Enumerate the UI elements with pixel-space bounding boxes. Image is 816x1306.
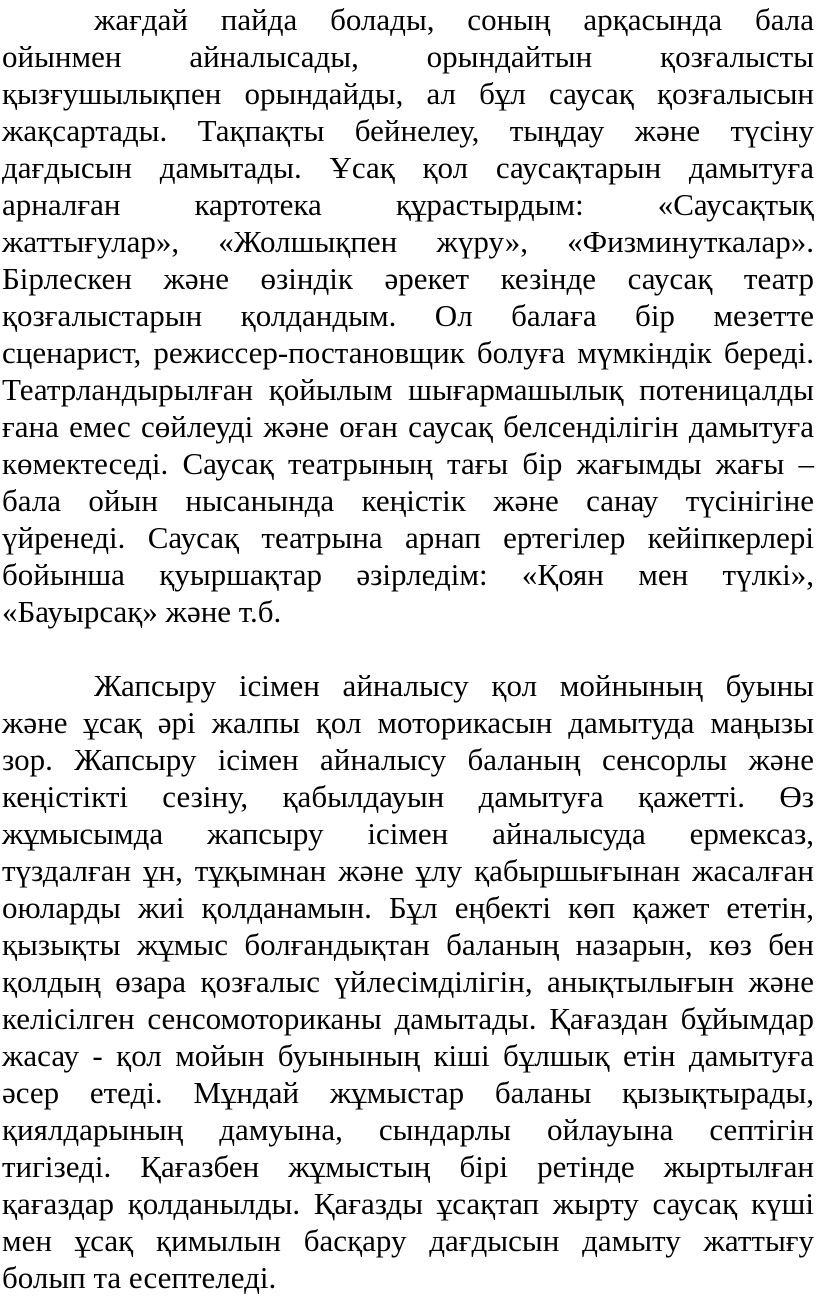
text-line: үйренеді. Саусақ театрына арнап ертегілер кейіпкерлері — [2, 520, 814, 555]
text-line: сценарист, режиссер-постановщик болуға мүмкіндік береді. — [2, 335, 814, 370]
text-line: «Бауырсақ» және т.б. — [2, 594, 282, 629]
text-line: және ұсақ әрі жалпы қол моторикасын дамытуда маңызы — [2, 705, 814, 740]
text-line: кеңістікті сезіну, қабылдауын дамытуға қажетті. Өз — [2, 779, 814, 814]
text-line: жаттығулар», «Жолшықпен жүру», «Физминуткалар». — [2, 224, 814, 259]
text-line: зор. Жапсыру ісімен айналысу баланың сенсорлы және — [2, 742, 814, 777]
text-line: Бірлескен және өзіндік әрекет кезінде саусақ театр — [2, 261, 814, 296]
text-line: қозғалыстарын қолдандым. Ол балаға бір мезетте — [2, 298, 814, 333]
text-line: келісілген сенсомоториканы дамытады. Қағаздан бұйымдар — [2, 1001, 814, 1036]
text-line: қызғушылықпен орындайды, ал бұл саусақ қозғалысын — [2, 76, 814, 111]
text-line: қызықты жұмыс болғандықтан баланың назарын, көз бен — [2, 927, 814, 962]
text-line: арналған картотека құрастырдым: «Саусақтық — [2, 187, 814, 222]
text-line: тигізеді. Қағазбен жұмыстың бірі ретінде жыртылған — [2, 1149, 814, 1184]
text-line: бойынша қуыршақтар әзірледім: «Қоян мен түлкі», — [2, 557, 814, 592]
text-line: жақсартады. Тақпақты бейнелеу, тыңдау және түсіну — [2, 113, 814, 148]
text-line: көмектеседі. Саусақ театрының тағы бір жағымды жағы – — [2, 446, 814, 481]
text-line: жағдай пайда болады, соның арқасында бала — [94, 2, 814, 37]
text-line: жұмысымда жапсыру ісімен айналысуда ермексаз, — [2, 816, 814, 851]
text-line: қағаздар қолданылды. Қағазды ұсақтап жырту саусақ күші — [2, 1186, 814, 1221]
text-line: ғана емес сөйлеуді және оған саусақ белсенділігін дамытуға — [2, 409, 814, 444]
text-line: қолдың өзара қозғалыс үйлесімділігін, анықтылығын және — [2, 964, 814, 999]
text-line: жасау - қол мойын буынының кіші бұлшық етін дамытуға — [2, 1038, 814, 1073]
text-line: Театрландырылған қойылым шығармашылық потеницалды — [2, 372, 814, 407]
text-line: дағдысын дамытады. Ұсақ қол саусақтарын дамытуға — [2, 150, 814, 185]
text-line: болып та есептеледі. — [2, 1260, 277, 1295]
text-line: мен ұсақ қимылын басқару дағдысын дамыту жаттығу — [2, 1223, 814, 1258]
text-line: Жапсыру ісімен айналысу қол мойнының буыны — [94, 668, 814, 703]
text-line: ойынмен айналысады, орындайтын қозғалысты — [2, 39, 814, 74]
text-line: бала ойын нысанында кеңістік және санау түсінігіне — [2, 483, 814, 518]
text-line: оюларды жиі қолданамын. Бұл еңбекті көп қажет ететін, — [2, 890, 814, 925]
text-line: түздалған ұн, тұқымнан және ұлу қабыршығынан жасалған — [2, 853, 814, 888]
text-line: қиялдарының дамуына, сындарлы ойлауына септігін — [2, 1112, 814, 1147]
text-line: әсер етеді. Мұндай жұмыстар баланы қызықтырады, — [2, 1075, 814, 1110]
